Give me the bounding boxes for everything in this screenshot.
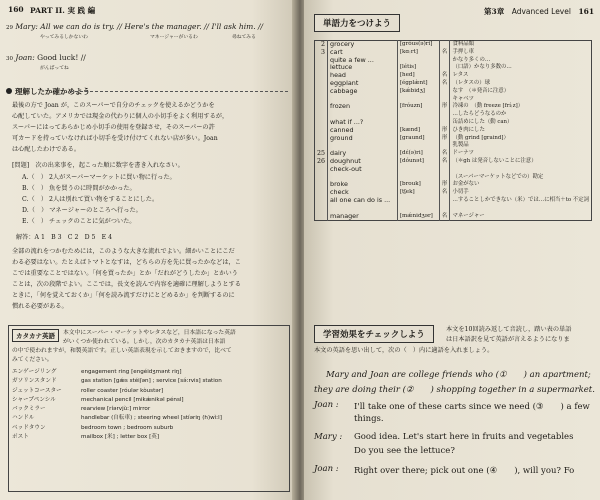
vocab-meaning [450, 205, 592, 213]
vocab-word: canned [328, 127, 398, 135]
vocab-pron: [dέ(ə)ri] [397, 150, 439, 158]
question-b: B.（ ） 魚を買うのに時間がかかった。 [22, 185, 136, 192]
vocab-pron [397, 111, 439, 119]
vocab-meaning: ドーナツ [452, 150, 474, 157]
vocab-meaning: 手押し車 [452, 48, 475, 55]
katakana-intro: 本文中にスーパー・マーケットやレタスなど，日本語になった英語 がいくつか使われている。しかし，次のカタカナ英語は日本語 [63, 330, 236, 345]
vocab-meaning: お金がない [452, 181, 480, 188]
vocab-word: grocery [328, 41, 398, 49]
vocab-kind [439, 119, 450, 127]
katakana-intro-cont: の中で使われますが，和製英語です。正しい英語表現を示しておきますので，比べて みてください。 [12, 348, 232, 363]
answer: 解答：A 1 B 3 C 2 D 5 E 4 [16, 234, 113, 241]
vocab-kind [439, 197, 450, 205]
vocab-title: 単語力をつけよう [314, 14, 400, 32]
vocab-number [315, 166, 328, 174]
vocab-number: 3 [315, 49, 328, 57]
vocab-number [315, 189, 328, 197]
vocab-number [315, 135, 328, 143]
vocab-meaning: マネージャー [452, 212, 485, 219]
vocab-row [315, 166, 592, 174]
vocab-word: cabbage [328, 88, 398, 96]
answer-note: 全部の流れをつかむためには，このような大きな流れでよい。細かいことにこだ わる必要はない。たとえばトマトとなすは，どちらの方を先に買ったかなどは，こ こでは重要なことではない。「何を買ったか」とか「だれがどうしたか」とかいう ことは，次の段階でよい。ここでは，長文を読んで内容を適確に理解しようとする ときに，「何を覚えておくか」「何を読み流すだけにとどめるか」を判断するのに 慣れる必要がある。 [12, 248, 241, 310]
vocab-pron: [mǽnidʒər] [397, 213, 439, 221]
vocab-word: manager [328, 213, 398, 221]
vocab-meaning: （＊gh は発音しないことに注意） [452, 157, 537, 164]
vocab-pron [397, 119, 439, 127]
vocab-number [315, 57, 328, 65]
question-c: C.（ ） 2人は別れて買い物をすることにした。 [22, 196, 159, 203]
question-list [22, 172, 176, 227]
vocab-pron: [gróus(ə)ri] [397, 41, 439, 49]
katakana-en-list: engagement ring [engéidʒmənt riŋ] gas station [gǽs stéiʃən] ; service [sə́ːrvis] station roller coaster [róulər kòustər] mechanical pencil [mikǽnikəl pénsl] rearview [ríərvjùː] mirror handlebar (自転車) ; steering wheel [stíəriŋ (h)wìːl] bedroom town ; bedroom suburb mailbox [米] ; letter box [英] [81, 369, 222, 441]
cloze-intro-2: they are doing their (② ) shopping together in a supermarket. [314, 385, 595, 395]
cloze-speaker-3: Joan : [314, 464, 339, 474]
vocab-meaning: レタス [452, 72, 469, 79]
vocab-meaning: 缶詰めにした（動 can） [452, 118, 513, 125]
vocab-kind: 形 [439, 127, 450, 135]
vocab-number [315, 103, 328, 111]
cloze-line-2: Good idea. Let's start here in fruits and vegetables [354, 432, 574, 442]
vocab-pron [397, 166, 439, 174]
vocab-word: eggplant [328, 80, 398, 88]
vocab-meaning: 小切手 [452, 189, 469, 196]
effect-instruction-cont: 本文の英語を思い出して，次の（ ）内に適語を入れましょう。 [314, 347, 494, 354]
page-number: 160 [8, 5, 24, 14]
vocab-number [315, 142, 328, 150]
passage: 最後の方で Joan が，このスーパーで自分のチェックを使えるかどうかを 心配していた。アメリカでは現金の代わりに個人の小切手をよく利用するが， スーパーにはってあらかじめ小切手の使用を登録させ，そのスーパーの許 可カードを持っていなければ小切手を受け付けてくれない店が多い。Joan は心配したわけである。 [12, 102, 229, 153]
vocab-kind: 名 [439, 150, 450, 158]
line-30: 30 Joan: Good luck! // [6, 53, 86, 62]
vocab-meaning: 冷凍の （動 freeze [fríːz]） [452, 103, 524, 110]
vocab-word: cart [328, 49, 398, 57]
vocab-number [315, 119, 328, 127]
vocab-meaning: （スーパーマーケットなどでの）勘定 [452, 173, 544, 180]
vocab-number [315, 72, 328, 80]
cloze-speaker-2: Mary : [314, 432, 343, 442]
vocab-pron [397, 174, 439, 182]
vocab-word: quite a few ... [328, 57, 398, 65]
vocab-word: dairy [328, 150, 398, 158]
vocab-number [315, 111, 328, 119]
vocab-pron: [kǽbidʒ] [397, 88, 439, 96]
vocab-kind: 名 [439, 80, 450, 88]
katakana-title: カタカナ英語 [12, 329, 59, 342]
vocab-pron: [fróuzn] [397, 103, 439, 111]
vocab-number [315, 88, 328, 96]
vocab-number [315, 181, 328, 189]
vocab-kind: 名 [439, 158, 450, 166]
vocab-kind [439, 88, 450, 96]
vocab-meaning: 食料品類 [452, 41, 475, 47]
vocab-row [315, 119, 592, 127]
vocab-word: ground [328, 135, 398, 143]
katakana-box [8, 325, 290, 492]
vocab-kind: 名 [439, 72, 450, 80]
vocab-row [315, 103, 592, 111]
vocab-kind [439, 111, 450, 119]
vocab-number [315, 64, 328, 72]
vocab-kind [439, 205, 450, 213]
vocab-pron: [dóunət] [397, 158, 439, 166]
vocab-meaning: なす （＊発音に注意） [452, 87, 510, 94]
vocab-pron [397, 197, 439, 205]
vocab-pron: [kænd] [397, 127, 439, 135]
question-e: E.（ ） チェックのことに気がついた。 [22, 218, 136, 225]
vocab-row [315, 142, 592, 150]
vocab-pron: [tʃek] [397, 189, 439, 197]
vocab-pron: [graund] [397, 135, 439, 143]
cloze-line-3: Right over there; pick out one (④ ), will you? Fo [354, 466, 575, 476]
right-page [304, 0, 600, 500]
vocab-kind: 名 [439, 49, 450, 57]
vocab-row [315, 41, 592, 49]
vocab-pron: [brouk] [397, 181, 439, 189]
vocab-table [314, 40, 592, 221]
vocab-pron [397, 142, 439, 150]
vocab-kind: 名 [439, 189, 450, 197]
line-29: 29 Mary: All we can do is try. // Here's the manager. // I'll ask him. // [6, 22, 264, 31]
vocab-word: check [328, 189, 398, 197]
vocab-pron [397, 205, 439, 213]
vocab-pron: [hed] [397, 72, 439, 80]
vocab-meaning: …することしかできない（米）では…に相当＋to 不定詞 [452, 196, 589, 203]
vocab-pron: [égplæ̀nt] [397, 80, 439, 88]
vocab-word: head [328, 72, 398, 80]
vocab-meaning: ひき肉にした [452, 126, 485, 133]
vocab-number [315, 127, 328, 135]
vocab-word: lettuce [328, 64, 398, 72]
vocab-meaning: 乳製品 [452, 142, 469, 149]
bullet-icon [6, 88, 12, 94]
vocab-row [315, 181, 592, 189]
vocab-row [315, 88, 592, 96]
cloze-line-2-cont: Do you see the lettuce? [354, 446, 455, 456]
vocab-number [315, 205, 328, 213]
effect-title: 学習効果をチェックしよう [314, 325, 434, 343]
vocab-meaning [450, 166, 592, 174]
vocab-word: check-out [328, 166, 398, 174]
vocab-kind [439, 142, 450, 150]
ruby-29b: マネージャーがいるわ [150, 35, 198, 40]
left-page [0, 0, 296, 500]
vocab-meaning: （口語）かなり多数の… [452, 64, 512, 71]
vocab-meaning: （動 grind [graind]） [452, 134, 509, 141]
vocab-number [315, 80, 328, 88]
vocab-kind: 形 [439, 103, 450, 111]
ruby-29c: 尋ねてみる [232, 35, 256, 40]
vocab-row [315, 127, 592, 135]
cloze-line-1-cont: things. [354, 414, 384, 424]
vocab-word: broke [328, 181, 398, 189]
cloze-line-1: I'll take one of these carts since we need (③ ) a few [354, 402, 590, 412]
vocab-number [315, 197, 328, 205]
vocab-kind [439, 57, 450, 65]
vocab-number [315, 213, 328, 221]
vocab-meaning: …したらどうなるのか [452, 111, 507, 118]
vocab-kind: 形 [439, 181, 450, 189]
vocab-meaning: かなり多くの… [452, 56, 491, 63]
vocab-pron: [kɑːrt] [397, 49, 439, 57]
katakana-jp-list: エンゲージリング ガソリンスタンド ジェットコースター シャープペンシル バックミラー ハンドル ベッドタウン ポスト [12, 369, 62, 441]
vocab-word: what if ...? [328, 119, 398, 127]
vocab-kind [439, 41, 450, 49]
comprehension-title: 理解したか確かめよう [6, 86, 90, 97]
vocab-kind: 形 [439, 135, 450, 143]
vocab-word: all one can do is ... [328, 197, 398, 205]
cloze-intro-1: Mary and Joan are college friends who (① ) an apartment; [326, 370, 591, 380]
vocab-number [315, 174, 328, 182]
vocab-word: frozen [328, 103, 398, 111]
question-d: D.（ ） マネージャーのところへ行った。 [22, 207, 142, 214]
ruby-30: がんばってね [40, 66, 69, 71]
question-a: A.（ ） 2人がスーパーマーケットに買い物に行った。 [22, 174, 176, 181]
vocab-word: doughnut [328, 158, 398, 166]
cloze-speaker-1: Joan : [314, 400, 339, 410]
divider [70, 91, 288, 92]
vocab-row [315, 197, 592, 205]
vocab-meaning: （レタスの）球 [452, 79, 491, 86]
vocab-number: 2 [315, 41, 328, 49]
vocab-kind: 名 [439, 213, 450, 221]
vocab-row [315, 213, 592, 221]
vocab-meaning: キャベツ [452, 95, 475, 102]
vocab-number: 26 [315, 158, 328, 166]
vocab-number: 25 [315, 150, 328, 158]
part-title: PART II. 実 践 編 [30, 6, 96, 15]
running-header: 第3章 Advanced Level 161 [484, 7, 595, 16]
question-instruction: [問題] 次の出来事を，起こった順に数字を書き入れなさい。 [12, 162, 184, 169]
vocab-pron: [létis] [397, 64, 439, 72]
vocab-number [315, 96, 328, 104]
vocab-kind [439, 166, 450, 174]
effect-instruction: 本文を10回読み返して音読し，踏い表の単語 は日本語訳を見て英語が言えるようになりま [446, 326, 572, 343]
ruby-29a: やってみるしかないわ [40, 35, 88, 40]
